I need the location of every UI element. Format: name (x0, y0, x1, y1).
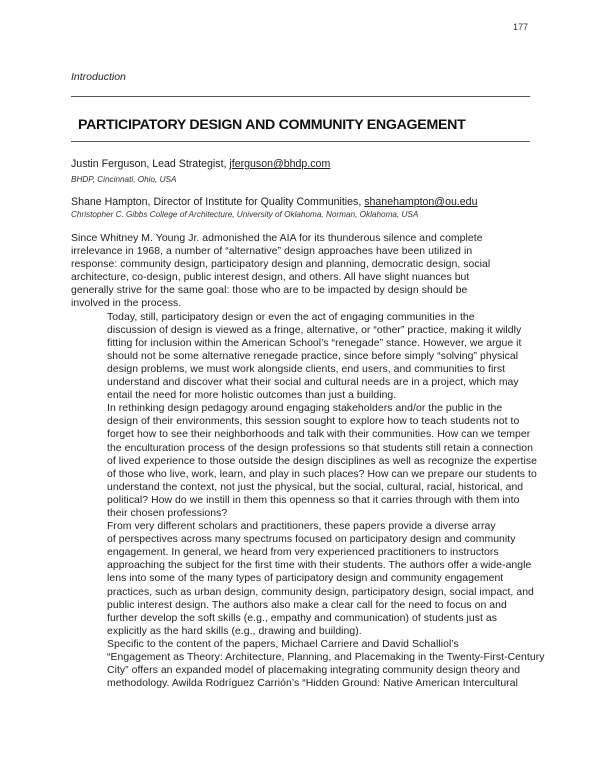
paragraph-line: methodology. Awilda Rodríguez Carrión’s “Hidden Ground: Native American Intercultural (107, 678, 518, 690)
author-1-name: Justin Ferguson, Lead Strategist, (71, 158, 230, 170)
paragraph-line: architecture, co-design, public interest design, and others. All have slight nuances but (71, 272, 470, 284)
body-paragraph (71, 520, 532, 638)
paragraph-line: the enculturation process of the design professions so that students still retain a connection (107, 442, 533, 454)
author-2-affiliation: Christopher C. Gibbs College of Architecture, University of Oklahoma, Norman, Oklahoma, USA (71, 210, 419, 219)
body-paragraph (71, 638, 545, 690)
author-2-email-link[interactable]: shanehampton@ou.edu (364, 196, 478, 208)
paragraph-line: forget how to see their neighborhoods and talk with their communities. How can we temper (107, 429, 531, 441)
paragraph-line: of lived experience to those outside the design disciplines as well as recognize the expertise (107, 455, 537, 467)
body-paragraph (71, 311, 532, 403)
paragraph-line: generally strive for the same goal: those who are to be impacted by design should be (71, 285, 468, 297)
paragraph-line: fitting for inclusion within the American School’s “renegade” stance. However, we argue it (107, 337, 522, 349)
paragraph-line: design problems, we must work alongside clients, end users, and communities to first (107, 363, 506, 375)
paragraph-line: involved in the process. (71, 298, 182, 310)
paragraph-line: Specific to the content of the papers, Michael Carriere and David Schalliol’s (107, 638, 459, 650)
paragraph-line: response: community design, participatory design and planning, democratic design, social (71, 259, 491, 271)
author-1 (71, 158, 330, 170)
paragraph-line: of perspectives across many spectrums focused on participatory design and community (107, 534, 516, 546)
paragraph-line: approaching the subject for the first time with their students. The authors offer a wide-angle (107, 560, 532, 572)
paper-title: PARTICIPATORY DESIGN AND COMMUNITY ENGAGEMENT (78, 117, 466, 133)
paragraph-line: should not be some alternative renegade practice, since before simply “solving” physical (107, 350, 519, 362)
paragraph-line: “Engagement as Theory: Architecture, Planning, and Placemaking in the Twenty-First-Century (107, 652, 545, 663)
author-1-email-link[interactable]: jferguson@bhdp.com (229, 158, 331, 170)
paragraph-line: From very different scholars and practitioners, these papers provide a diverse array (107, 521, 496, 533)
author-2-name: Shane Hampton, Director of Institute for Quality Communities, (71, 196, 365, 208)
paragraph-line: irrelevance in 1968, a number of “alternative” design approaches have been utilized in (71, 246, 473, 258)
paragraph-line: Today, still, participatory design or even the act of engaging communities in the (107, 311, 475, 323)
paragraph-line: public interest design. The authors also make a clear call for the need to focus on and (107, 599, 507, 611)
section-label: Introduction (71, 71, 126, 83)
body-text (71, 232, 545, 690)
author-2 (71, 196, 477, 208)
paragraph-line: explicitly as the hard skills (e.g., drawing and building). (107, 625, 362, 637)
body-paragraph (71, 402, 537, 520)
paragraph-line: of those who live, work, learn, and play in such places? How can we prepare our students to (107, 468, 537, 480)
author-1-affiliation: BHDP, Cincinnati, Ohio, USA (71, 175, 177, 184)
paragraph-line: design of their environments, this session sought to explore how to teach students not to (107, 416, 520, 428)
paragraph-line: understand and discover what their social and cultural needs are in a project, which may (107, 377, 519, 389)
paragraph-line: practices, such as urban design, community design, participatory design, social impact, and (107, 586, 534, 598)
paragraph-line: lens into some of the many types of participatory design and community engagement (107, 573, 504, 585)
paragraph-line: understand the context, not just the physical, but the social, cultural, racial, historical, and (107, 481, 524, 493)
page-number: 177 (512, 22, 528, 32)
paragraph-line: In rethinking design pedagogy around engaging stakeholders and/or the public in the (107, 403, 503, 415)
paragraph-line: their chosen professions? (107, 507, 228, 519)
header-rule-bottom (71, 141, 530, 142)
body-paragraph (71, 232, 532, 311)
paragraph-line: political? How do we instill in them this openness so that it carries through with them into (107, 494, 520, 506)
paragraph-line: discussion of design is viewed as a fringe, alternative, or “other” practice, making it wildly (107, 324, 522, 336)
paragraph-line: Since Whitney M. Young Jr. admonished the AIA for its thunderous silence and complete (71, 233, 483, 244)
header-rule-top (71, 96, 530, 97)
paragraph-line: City” offers an expanded model of placemaking integrating community design theory and (107, 665, 521, 677)
paragraph-line: entail the need for more holistic outcomes than just a building. (107, 390, 397, 402)
paragraph-line: engagement. In general, we heard from very experienced practitioners to instructors (107, 547, 499, 559)
paragraph-line: further develop the soft skills (e.g., empathy and communication) of students just as (107, 612, 498, 624)
